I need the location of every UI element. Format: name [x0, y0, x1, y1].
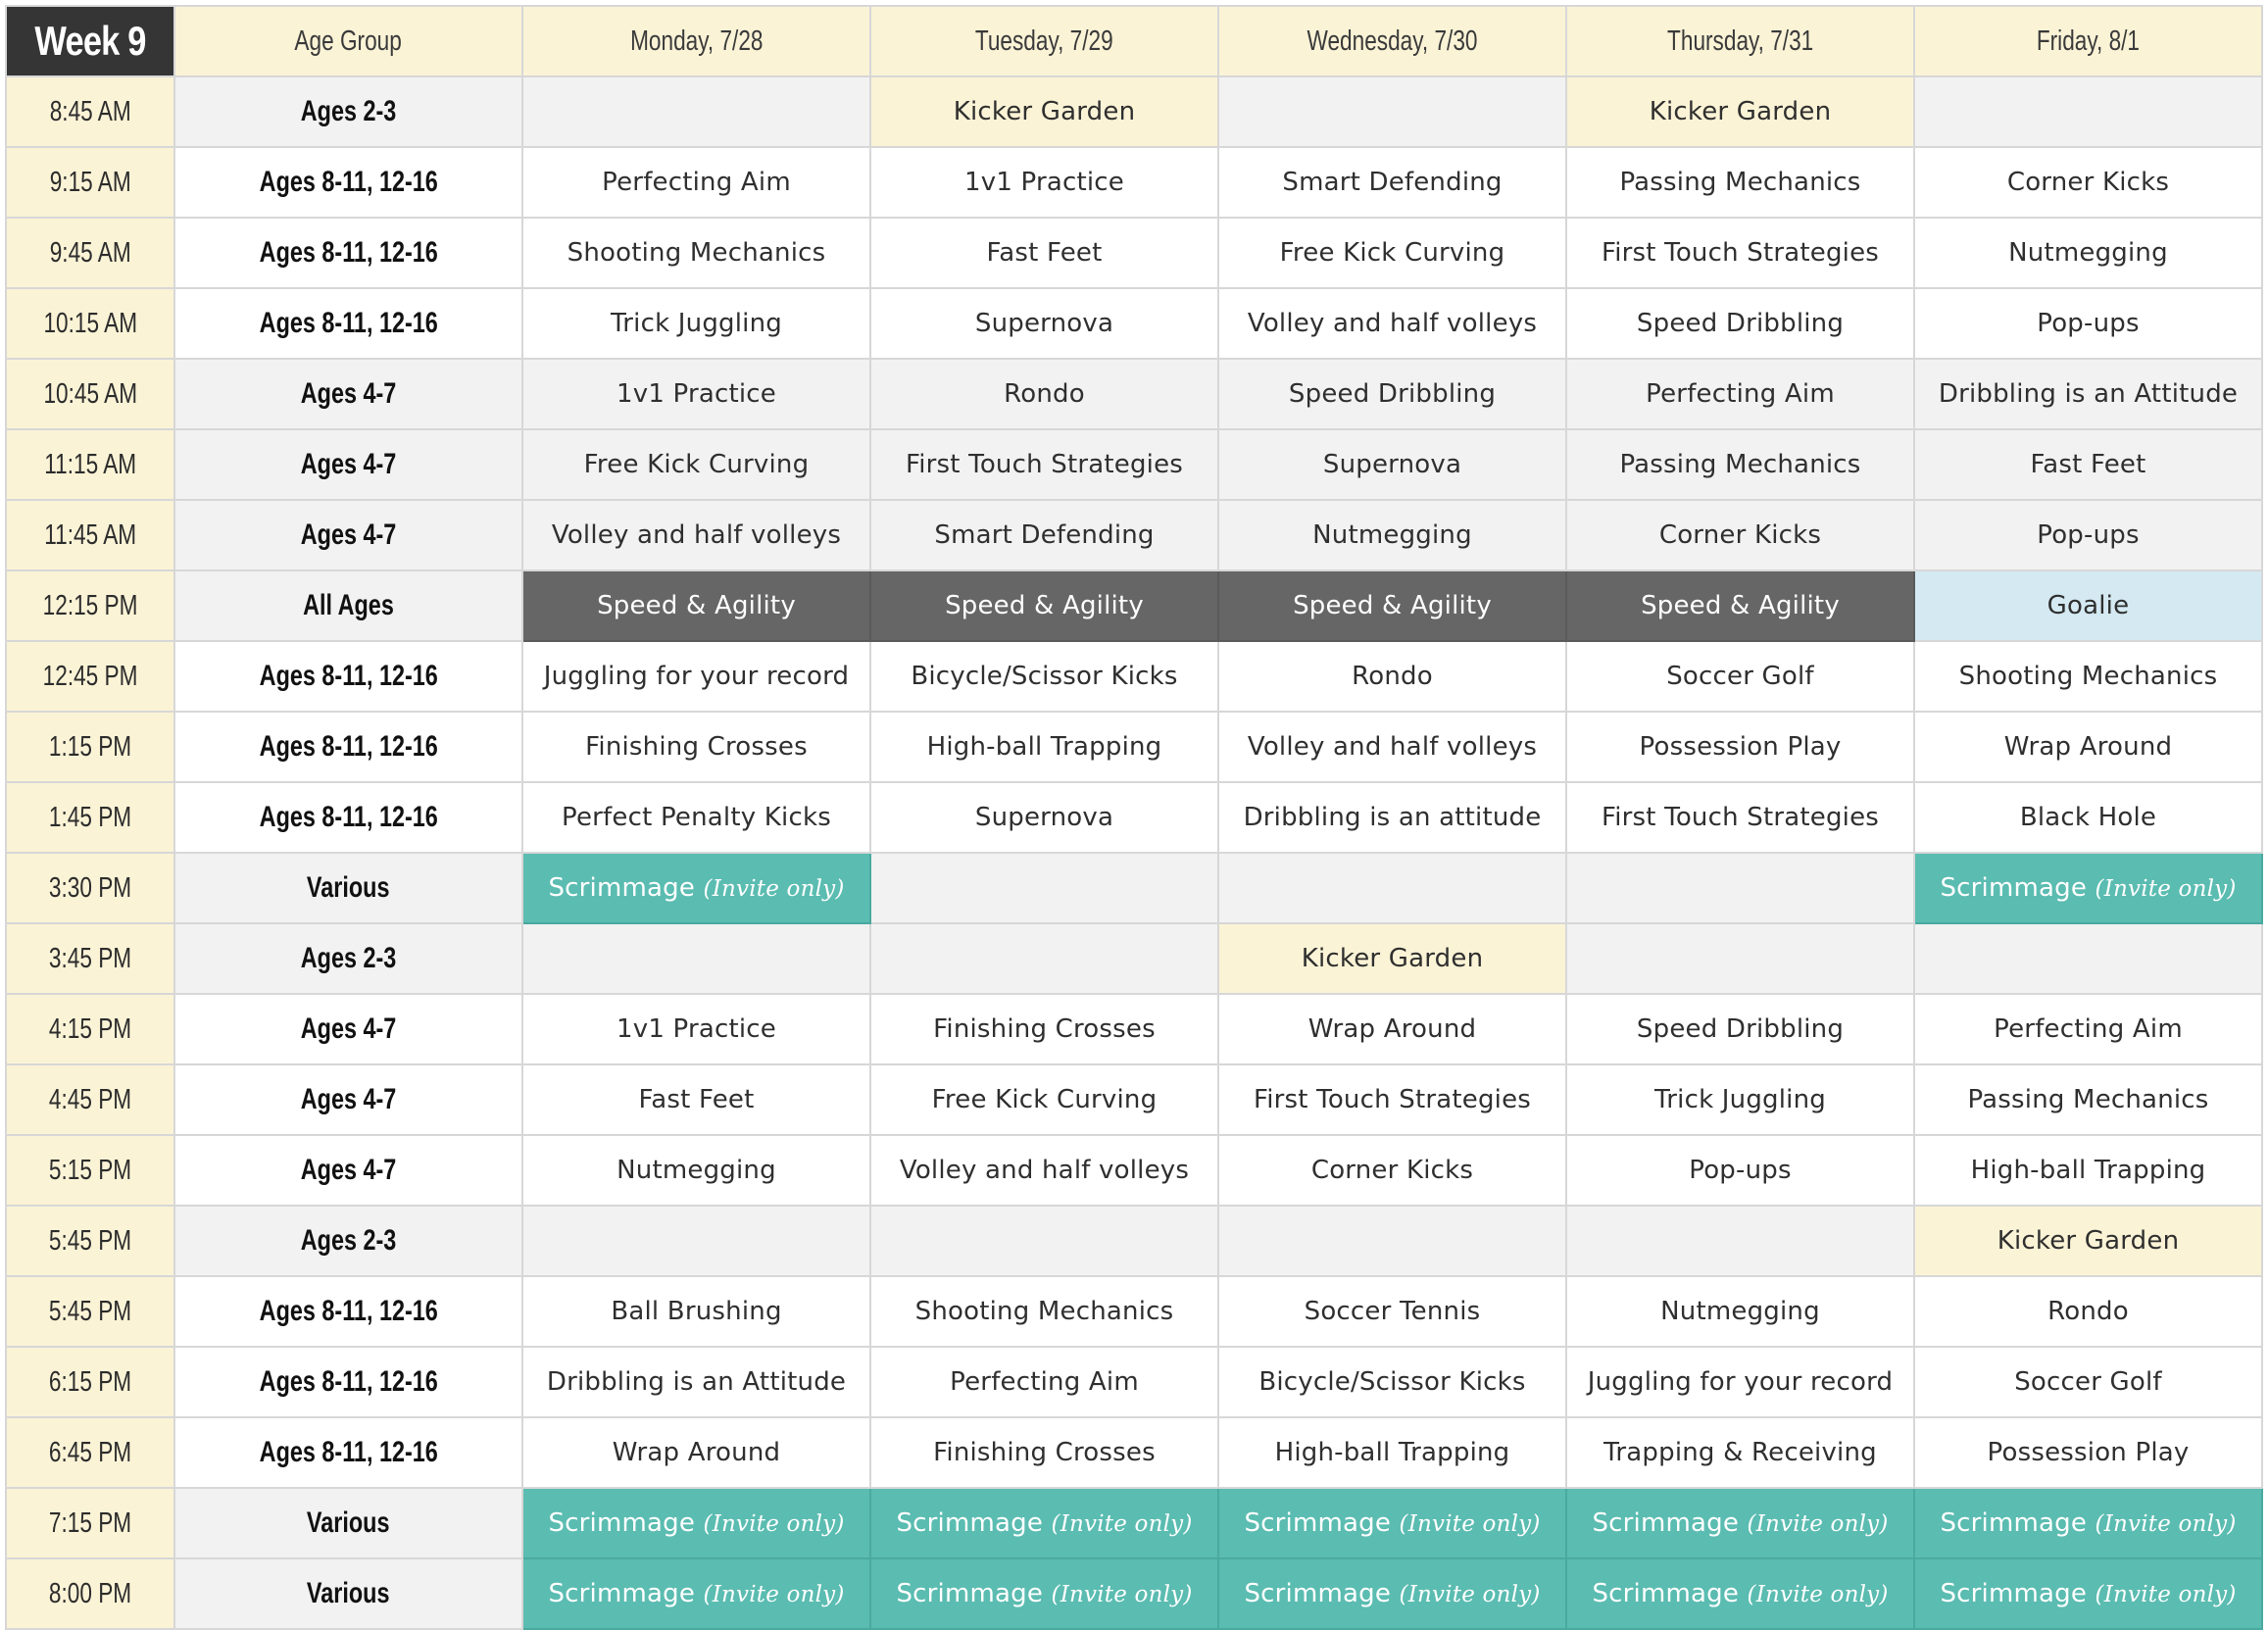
invite-only-note: (Invite only)	[1399, 1582, 1541, 1607]
empty-cell-thursday	[1566, 923, 1914, 994]
day-header-tuesday: Tuesday, 7/29	[870, 6, 1218, 76]
scrimmage-label: Scrimmage	[1592, 1508, 1740, 1538]
schedule-row	[6, 147, 2262, 218]
time-slot: 6:15 PM	[6, 1347, 174, 1417]
empty-cell-tuesday	[870, 1206, 1218, 1276]
schedule-row	[6, 500, 2262, 570]
activity-cell-tuesday: First Touch Strategies	[870, 429, 1218, 500]
activity-cell-wednesday: Bicycle/Scissor Kicks	[1218, 1347, 1566, 1417]
activity-cell-wednesday: First Touch Strategies	[1218, 1064, 1566, 1135]
schedule-table	[5, 5, 2263, 1630]
schedule-row	[6, 288, 2262, 359]
scrimmage-label: Scrimmage	[1244, 1579, 1392, 1608]
schedule-row	[6, 1558, 2262, 1629]
schedule-row	[6, 359, 2262, 429]
activity-cell-wednesday: Volley and half volleys	[1218, 288, 1566, 359]
activity-cell-tuesday: Bicycle/Scissor Kicks	[870, 641, 1218, 712]
activity-cell-wednesday: Dribbling is an attitude	[1218, 782, 1566, 853]
activity-cell-monday: Dribbling is an Attitude	[522, 1347, 870, 1417]
header-row	[6, 6, 2262, 76]
schedule-row	[6, 570, 2262, 641]
activity-cell-thursday: Passing Mechanics	[1566, 147, 1914, 218]
activity-cell-tuesday: Speed & Agility	[870, 570, 1218, 641]
age-group: Ages 2-3	[174, 76, 522, 147]
time-slot: 1:45 PM	[6, 782, 174, 853]
age-group: Ages 8-11, 12-16	[174, 218, 522, 288]
age-group: Ages 8-11, 12-16	[174, 1347, 522, 1417]
activity-cell-tuesday: Rondo	[870, 359, 1218, 429]
age-group: Ages 8-11, 12-16	[174, 1276, 522, 1347]
activity-cell-friday: High-ball Trapping	[1914, 1135, 2262, 1206]
time-slot: 4:15 PM	[6, 994, 174, 1064]
age-group: Various	[174, 1488, 522, 1558]
schedule-row	[6, 712, 2262, 782]
activity-cell-tuesday: Smart Defending	[870, 500, 1218, 570]
scrimmage-label: Scrimmage	[1244, 1508, 1392, 1538]
activity-cell-monday: 1v1 Practice	[522, 994, 870, 1064]
activity-cell-friday: Possession Play	[1914, 1417, 2262, 1488]
activity-cell-friday: Pop-ups	[1914, 288, 2262, 359]
schedule-row	[6, 1488, 2262, 1558]
activity-cell-tuesday: Perfecting Aim	[870, 1347, 1218, 1417]
activity-cell-thursday: Corner Kicks	[1566, 500, 1914, 570]
activity-cell-thursday: Trick Juggling	[1566, 1064, 1914, 1135]
activity-cell-monday: Finishing Crosses	[522, 712, 870, 782]
scrimmage-label: Scrimmage	[548, 873, 696, 903]
time-slot: 10:45 AM	[6, 359, 174, 429]
schedule-row	[6, 782, 2262, 853]
activity-cell-wednesday: Speed Dribbling	[1218, 359, 1566, 429]
activity-cell-wednesday: Nutmegging	[1218, 500, 1566, 570]
age-group: Ages 4-7	[174, 500, 522, 570]
activity-cell-thursday: Juggling for your record	[1566, 1347, 1914, 1417]
activity-cell-friday: Passing Mechanics	[1914, 1064, 2262, 1135]
scrimmage-label: Scrimmage	[548, 1579, 696, 1608]
scrimmage-cell-monday	[522, 1488, 870, 1558]
schedule-row	[6, 994, 2262, 1064]
activity-cell-friday: Nutmegging	[1914, 218, 2262, 288]
schedule-row	[6, 1417, 2262, 1488]
scrimmage-label: Scrimmage	[1940, 1508, 2088, 1538]
activity-cell-tuesday: High-ball Trapping	[870, 712, 1218, 782]
schedule-row	[6, 853, 2262, 923]
time-slot: 11:15 AM	[6, 429, 174, 500]
activity-cell-thursday: Speed & Agility	[1566, 570, 1914, 641]
activity-cell-wednesday: Wrap Around	[1218, 994, 1566, 1064]
activity-cell-tuesday: 1v1 Practice	[870, 147, 1218, 218]
schedule-row	[6, 429, 2262, 500]
schedule-row	[6, 1276, 2262, 1347]
time-slot: 6:45 PM	[6, 1417, 174, 1488]
scrimmage-label: Scrimmage	[1940, 873, 2088, 903]
activity-cell-monday: Perfecting Aim	[522, 147, 870, 218]
age-group: Ages 4-7	[174, 1135, 522, 1206]
scrimmage-cell-thursday	[1566, 1558, 1914, 1629]
time-slot: 4:45 PM	[6, 1064, 174, 1135]
empty-cell-wednesday	[1218, 1206, 1566, 1276]
age-group: Ages 8-11, 12-16	[174, 1417, 522, 1488]
activity-cell-monday: Juggling for your record	[522, 641, 870, 712]
activity-cell-monday: Free Kick Curving	[522, 429, 870, 500]
schedule-body	[6, 76, 2262, 1629]
schedule-container	[5, 5, 2263, 1609]
age-group: Ages 8-11, 12-16	[174, 641, 522, 712]
activity-cell-friday: Black Hole	[1914, 782, 2262, 853]
activity-cell-tuesday: Free Kick Curving	[870, 1064, 1218, 1135]
activity-cell-thursday: Kicker Garden	[1566, 76, 1914, 147]
time-slot: 10:15 AM	[6, 288, 174, 359]
activity-cell-thursday: Speed Dribbling	[1566, 288, 1914, 359]
invite-only-note: (Invite only)	[1747, 1511, 1889, 1537]
activity-cell-thursday: First Touch Strategies	[1566, 218, 1914, 288]
scrimmage-cell-friday	[1914, 1558, 2262, 1629]
time-slot: 5:45 PM	[6, 1276, 174, 1347]
scrimmage-cell-friday	[1914, 1488, 2262, 1558]
invite-only-note: (Invite only)	[1051, 1511, 1193, 1537]
invite-only-note: (Invite only)	[1051, 1582, 1193, 1607]
age-group: Ages 4-7	[174, 429, 522, 500]
activity-cell-wednesday: Speed & Agility	[1218, 570, 1566, 641]
activity-cell-tuesday: Supernova	[870, 288, 1218, 359]
schedule-row	[6, 76, 2262, 147]
empty-cell-tuesday	[870, 853, 1218, 923]
invite-only-note: (Invite only)	[2095, 1582, 2237, 1607]
activity-cell-thursday: First Touch Strategies	[1566, 782, 1914, 853]
activity-cell-thursday: Passing Mechanics	[1566, 429, 1914, 500]
empty-cell-thursday	[1566, 1206, 1914, 1276]
scrimmage-label: Scrimmage	[1592, 1579, 1740, 1608]
time-slot: 12:15 PM	[6, 570, 174, 641]
activity-cell-tuesday: Volley and half volleys	[870, 1135, 1218, 1206]
activity-cell-wednesday: High-ball Trapping	[1218, 1417, 1566, 1488]
activity-cell-tuesday: Supernova	[870, 782, 1218, 853]
activity-cell-monday: Trick Juggling	[522, 288, 870, 359]
activity-cell-friday: Kicker Garden	[1914, 1206, 2262, 1276]
activity-cell-wednesday: Volley and half volleys	[1218, 712, 1566, 782]
age-group: Ages 8-11, 12-16	[174, 712, 522, 782]
scrimmage-label: Scrimmage	[1940, 1579, 2088, 1608]
activity-cell-friday: Rondo	[1914, 1276, 2262, 1347]
scrimmage-cell-monday	[522, 1558, 870, 1629]
activity-cell-thursday: Possession Play	[1566, 712, 1914, 782]
time-slot: 8:45 AM	[6, 76, 174, 147]
scrimmage-cell-monday	[522, 853, 870, 923]
scrimmage-cell-wednesday	[1218, 1488, 1566, 1558]
age-group: All Ages	[174, 570, 522, 641]
activity-cell-tuesday: Kicker Garden	[870, 76, 1218, 147]
scrimmage-label: Scrimmage	[548, 1508, 696, 1538]
age-group: Ages 8-11, 12-16	[174, 288, 522, 359]
age-group: Ages 2-3	[174, 1206, 522, 1276]
age-group: Ages 8-11, 12-16	[174, 147, 522, 218]
activity-cell-monday: Wrap Around	[522, 1417, 870, 1488]
activity-cell-tuesday: Finishing Crosses	[870, 994, 1218, 1064]
day-header-wednesday: Wednesday, 7/30	[1218, 6, 1566, 76]
empty-cell-monday	[522, 76, 870, 147]
schedule-row	[6, 1206, 2262, 1276]
empty-cell-wednesday	[1218, 76, 1566, 147]
activity-cell-wednesday: Supernova	[1218, 429, 1566, 500]
activity-cell-friday: Shooting Mechanics	[1914, 641, 2262, 712]
time-slot: 11:45 AM	[6, 500, 174, 570]
invite-only-note: (Invite only)	[1399, 1511, 1541, 1537]
empty-cell-monday	[522, 923, 870, 994]
time-slot: 9:45 AM	[6, 218, 174, 288]
age-group: Ages 8-11, 12-16	[174, 782, 522, 853]
age-group: Various	[174, 1558, 522, 1629]
activity-cell-tuesday: Shooting Mechanics	[870, 1276, 1218, 1347]
age-group: Various	[174, 853, 522, 923]
time-slot: 9:15 AM	[6, 147, 174, 218]
time-slot: 3:30 PM	[6, 853, 174, 923]
time-slot: 1:15 PM	[6, 712, 174, 782]
activity-cell-thursday: Perfecting Aim	[1566, 359, 1914, 429]
schedule-row	[6, 1135, 2262, 1206]
time-slot: 7:15 PM	[6, 1488, 174, 1558]
time-slot: 3:45 PM	[6, 923, 174, 994]
scrimmage-cell-friday	[1914, 853, 2262, 923]
age-group: Ages 2-3	[174, 923, 522, 994]
schedule-row	[6, 218, 2262, 288]
scrimmage-cell-thursday	[1566, 1488, 1914, 1558]
activity-cell-friday: Pop-ups	[1914, 500, 2262, 570]
invite-only-note: (Invite only)	[703, 1582, 845, 1607]
activity-cell-friday: Dribbling is an Attitude	[1914, 359, 2262, 429]
age-group: Ages 4-7	[174, 359, 522, 429]
scrimmage-cell-tuesday	[870, 1558, 1218, 1629]
age-group-header: Age Group	[174, 6, 522, 76]
day-header-friday: Friday, 8/1	[1914, 6, 2262, 76]
activity-cell-friday: Perfecting Aim	[1914, 994, 2262, 1064]
activity-cell-thursday: Speed Dribbling	[1566, 994, 1914, 1064]
time-slot: 5:15 PM	[6, 1135, 174, 1206]
activity-cell-friday: Corner Kicks	[1914, 147, 2262, 218]
invite-only-note: (Invite only)	[703, 1511, 845, 1537]
empty-cell-wednesday	[1218, 853, 1566, 923]
invite-only-note: (Invite only)	[1747, 1582, 1889, 1607]
activity-cell-friday: Soccer Golf	[1914, 1347, 2262, 1417]
schedule-row	[6, 641, 2262, 712]
schedule-row	[6, 1064, 2262, 1135]
age-group: Ages 4-7	[174, 994, 522, 1064]
activity-cell-wednesday: Smart Defending	[1218, 147, 1566, 218]
activity-cell-monday: Ball Brushing	[522, 1276, 870, 1347]
activity-cell-monday: Fast Feet	[522, 1064, 870, 1135]
activity-cell-friday: Goalie	[1914, 570, 2262, 641]
activity-cell-monday: 1v1 Practice	[522, 359, 870, 429]
day-header-thursday: Thursday, 7/31	[1566, 6, 1914, 76]
time-slot: 5:45 PM	[6, 1206, 174, 1276]
activity-cell-tuesday: Finishing Crosses	[870, 1417, 1218, 1488]
empty-cell-tuesday	[870, 923, 1218, 994]
empty-cell-friday	[1914, 923, 2262, 994]
activity-cell-wednesday: Soccer Tennis	[1218, 1276, 1566, 1347]
activity-cell-wednesday: Kicker Garden	[1218, 923, 1566, 994]
activity-cell-thursday: Soccer Golf	[1566, 641, 1914, 712]
activity-cell-wednesday: Corner Kicks	[1218, 1135, 1566, 1206]
invite-only-note: (Invite only)	[2095, 1511, 2237, 1537]
day-header-monday: Monday, 7/28	[522, 6, 870, 76]
scrimmage-cell-tuesday	[870, 1488, 1218, 1558]
schedule-row	[6, 1347, 2262, 1417]
activity-cell-friday: Fast Feet	[1914, 429, 2262, 500]
activity-cell-thursday: Pop-ups	[1566, 1135, 1914, 1206]
empty-cell-friday	[1914, 76, 2262, 147]
activity-cell-monday: Speed & Agility	[522, 570, 870, 641]
activity-cell-friday: Wrap Around	[1914, 712, 2262, 782]
activity-cell-monday: Nutmegging	[522, 1135, 870, 1206]
activity-cell-monday: Volley and half volleys	[522, 500, 870, 570]
activity-cell-wednesday: Rondo	[1218, 641, 1566, 712]
activity-cell-thursday: Trapping & Receiving	[1566, 1417, 1914, 1488]
scrimmage-label: Scrimmage	[896, 1579, 1044, 1608]
activity-cell-monday: Shooting Mechanics	[522, 218, 870, 288]
time-slot: 12:45 PM	[6, 641, 174, 712]
time-slot: 8:00 PM	[6, 1558, 174, 1629]
empty-cell-monday	[522, 1206, 870, 1276]
activity-cell-thursday: Nutmegging	[1566, 1276, 1914, 1347]
age-group: Ages 4-7	[174, 1064, 522, 1135]
scrimmage-label: Scrimmage	[896, 1508, 1044, 1538]
week-label: Week 9	[6, 6, 174, 76]
activity-cell-monday: Perfect Penalty Kicks	[522, 782, 870, 853]
activity-cell-tuesday: Fast Feet	[870, 218, 1218, 288]
empty-cell-thursday	[1566, 853, 1914, 923]
activity-cell-wednesday: Free Kick Curving	[1218, 218, 1566, 288]
scrimmage-cell-wednesday	[1218, 1558, 1566, 1629]
invite-only-note: (Invite only)	[2095, 876, 2237, 902]
schedule-row	[6, 923, 2262, 994]
invite-only-note: (Invite only)	[703, 876, 845, 902]
